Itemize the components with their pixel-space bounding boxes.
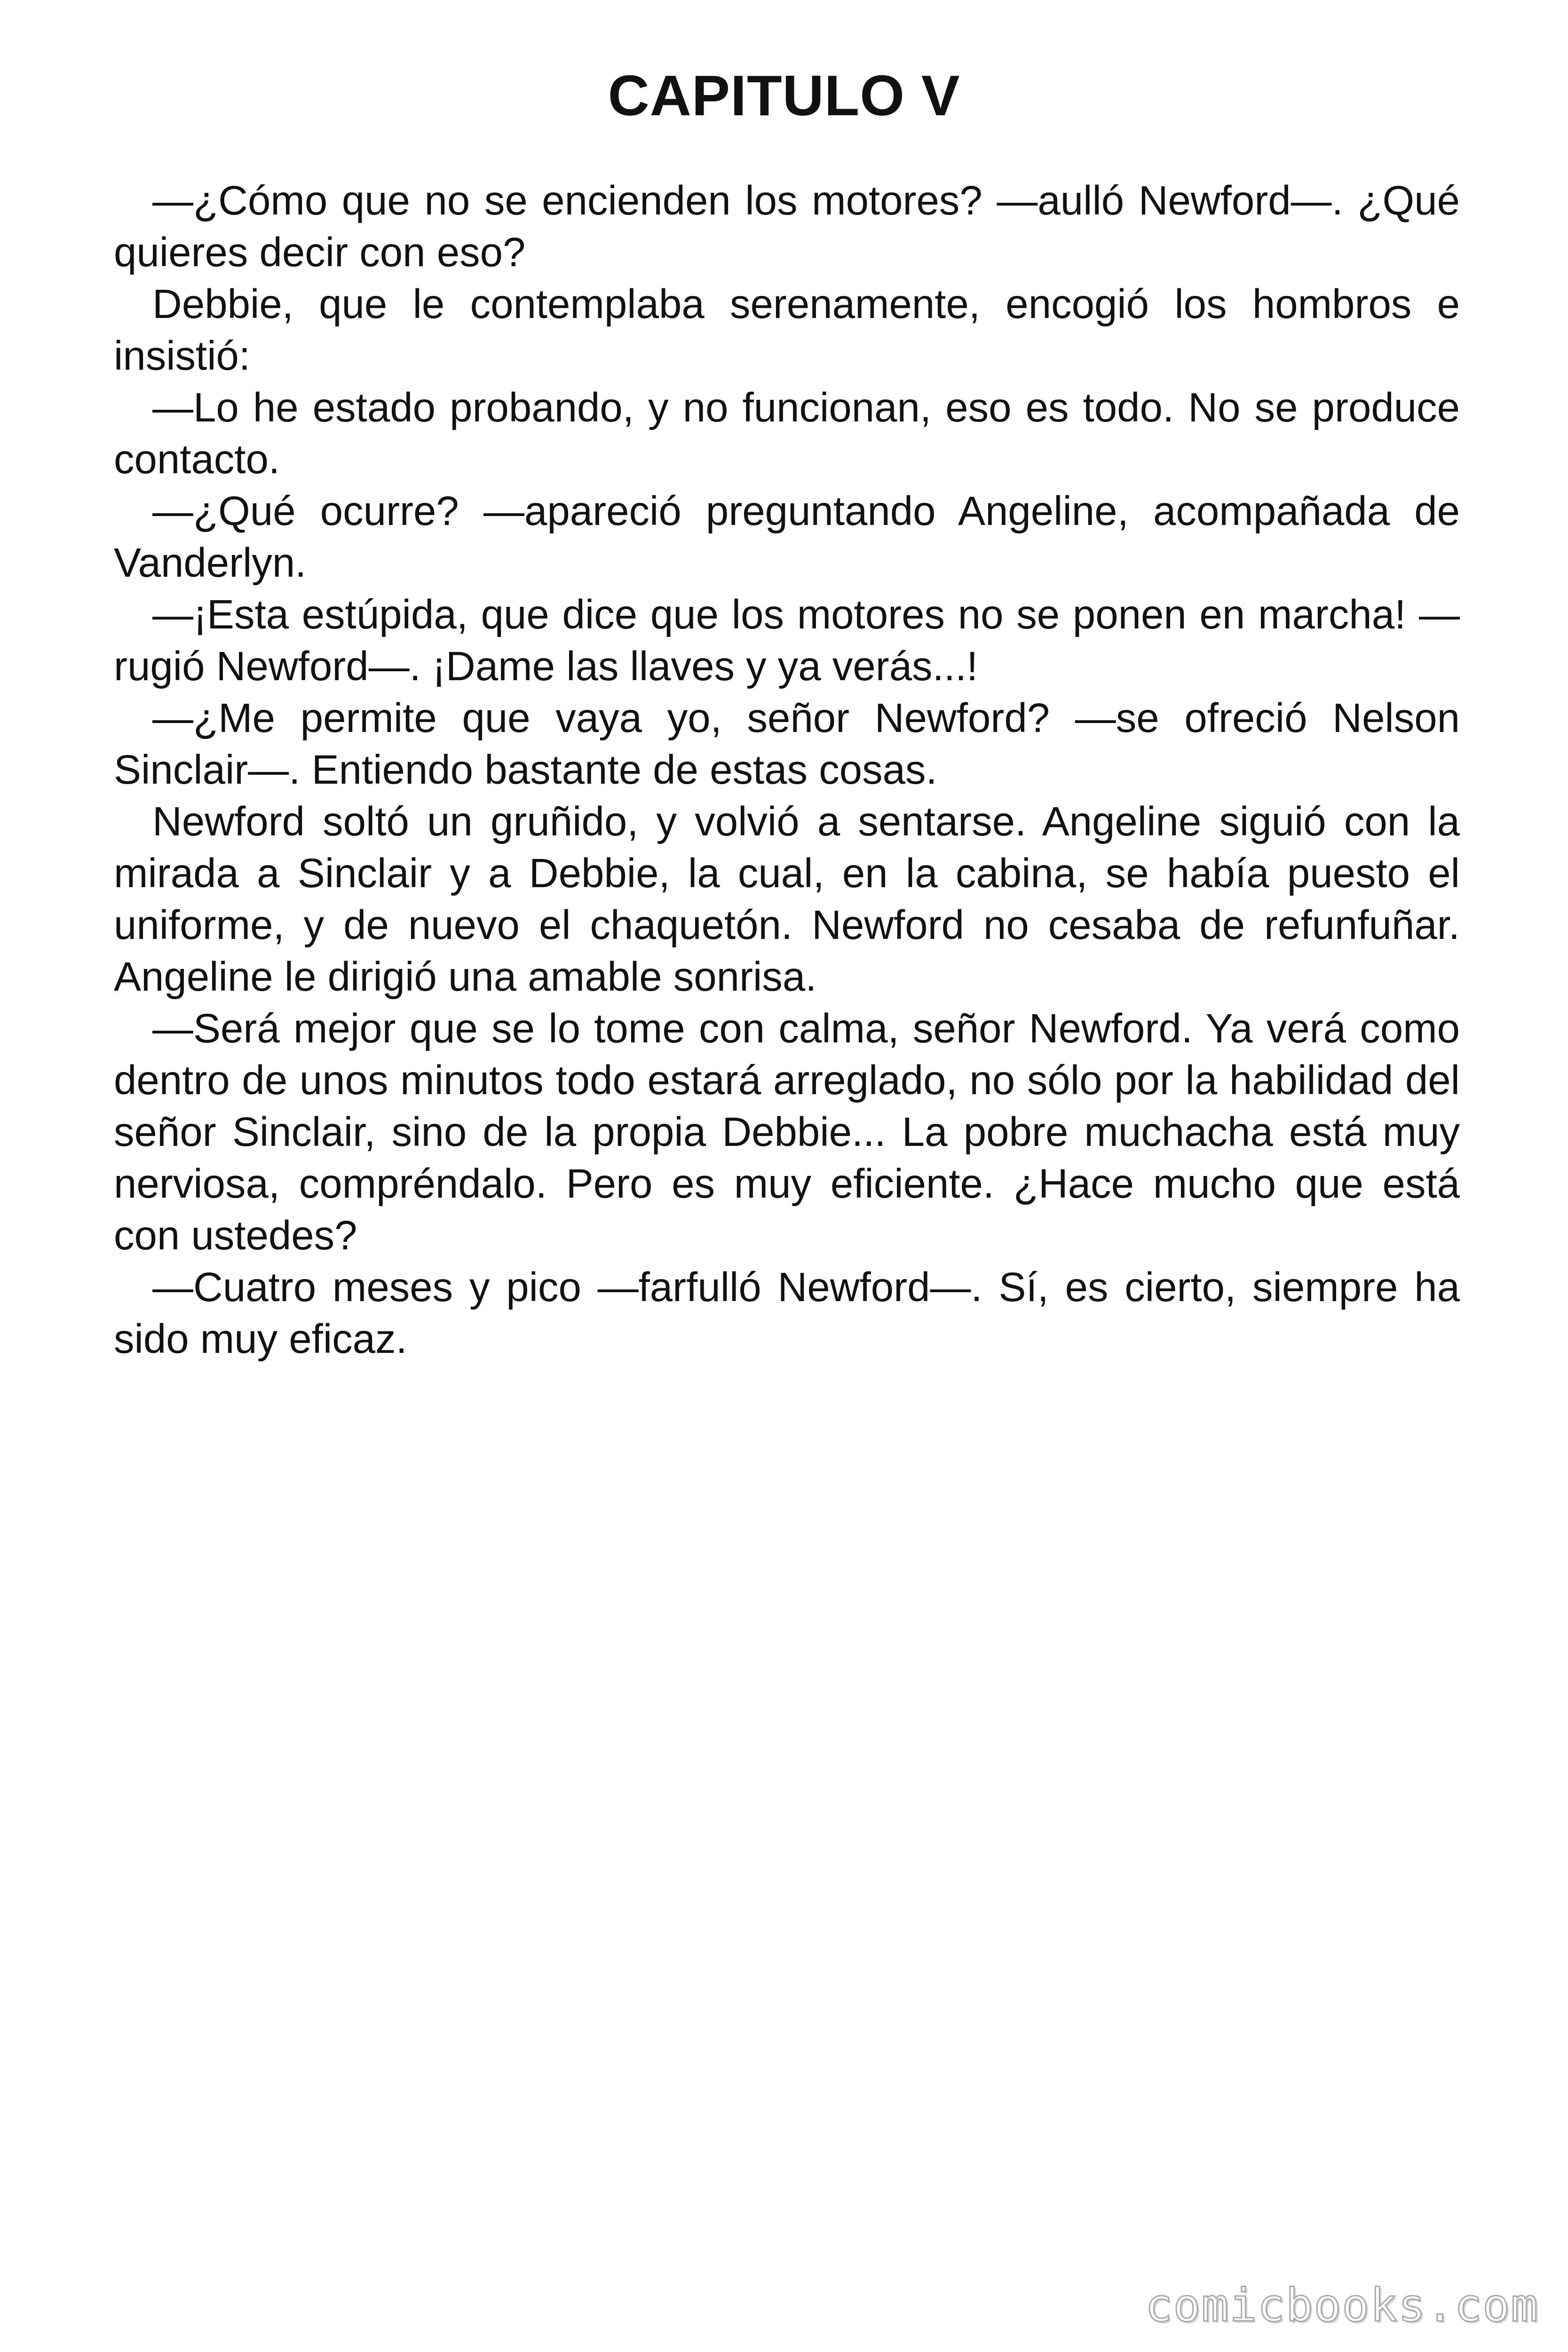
paragraph: —¿Me permite que vaya yo, señor Newford? —se ofreció Nelson Sinclair—. Entiendo bastante de estas cosas. bbox=[114, 695, 1460, 793]
paragraph: Debbie, que le contemplaba serenamente, encogió los hombros e insistió: bbox=[114, 281, 1460, 379]
paragraph: —¿Qué ocurre? —apareció preguntando Angeline, acompañada de Vanderlyn. bbox=[114, 488, 1460, 586]
paragraph: —Lo he estado probando, y no funcionan, eso es todo. No se produce contacto. bbox=[114, 385, 1460, 482]
paragraph: —¿Cómo que no se encienden los motores? —aulló Newford—. ¿Qué quieres decir con eso? bbox=[114, 178, 1460, 275]
paragraph: Newford soltó un gruñido, y volvió a sentarse. Angeline siguió con la mirada a Sinclair y a Debbie, la cual, en la cabina, se había puesto el uniforme, y de nuevo el chaquetón. Newford no cesaba de refunfuñar. Angeline le dirigió una amable sonrisa. bbox=[114, 799, 1460, 1000]
paragraph: —¡Esta estúpida, que dice que los motores no se ponen en marcha! —rugió Newford—. ¡Dame las llaves y ya verás...! bbox=[114, 592, 1460, 689]
chapter-body bbox=[114, 175, 1460, 1365]
paragraph: —Será mejor que se lo tome con calma, señor Newford. Ya verá como dentro de unos minutos todo estará arreglado, no sólo por la habilidad del señor Sinclair, sino de la propia Debbie... La pobre muchacha está muy nerviosa, compréndalo. Pero es muy eficiente. ¿Hace mucho que está con ustedes? bbox=[114, 1006, 1460, 1258]
paragraph: —Cuatro meses y pico —farfulló Newford—. Sí, es cierto, siempre ha sido muy eficaz. bbox=[114, 1264, 1460, 1362]
chapter-title: CAPITULO V bbox=[608, 64, 960, 127]
watermark-logo: comicbooks.com bbox=[1145, 2279, 1539, 2332]
